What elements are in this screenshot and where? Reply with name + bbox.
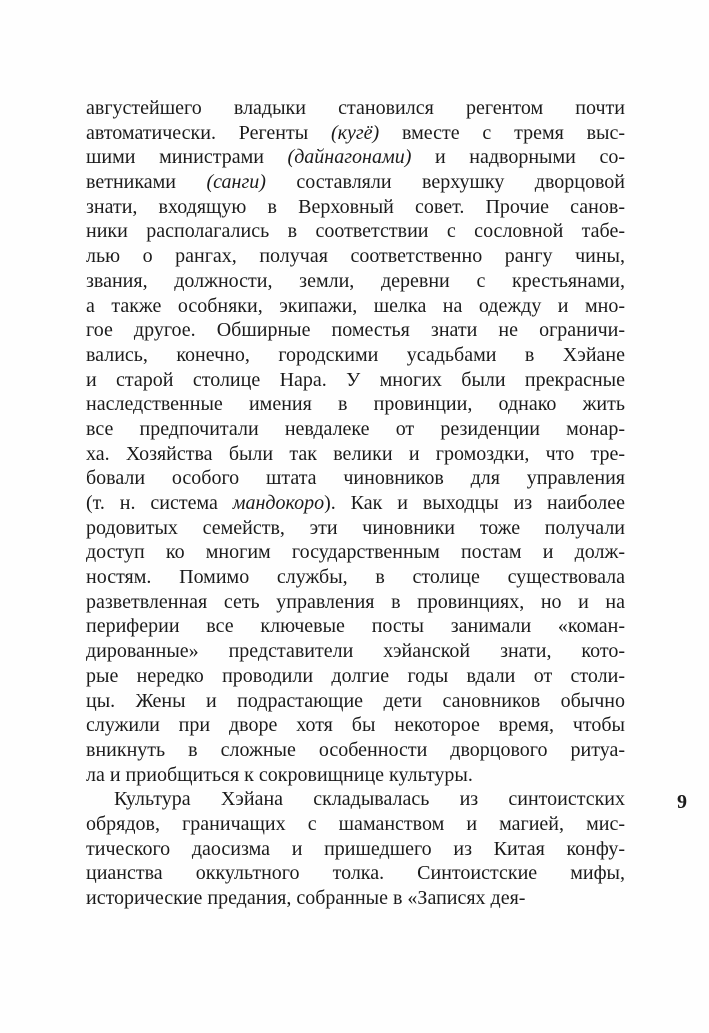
text-segment: цы. Жены и подрастающие дети сановников обычно [86,689,625,712]
text-segment: дированные» представители хэйанской знати, кото- [86,640,625,663]
text-line [86,269,625,294]
text-segment: доступ ко многим государственным постам и долж- [86,541,625,564]
text-segment: ха. Хозяйства были так велики и громоздки, что тре- [86,442,625,465]
text-line [86,368,625,393]
text-line [86,787,625,812]
text-line [86,195,625,220]
text-segment: рые нередко проводили долгие годы вдали от столи- [86,664,625,687]
text-line [86,466,625,491]
italic-term: (дайнагонами) [287,146,412,169]
text-line [86,442,625,467]
text-segment: автоматически. Регенты [86,121,331,144]
text-line [86,565,625,590]
text-line [86,145,625,170]
text-segment: августейшего владыки становился регентом почти [86,97,625,119]
text-segment: звания, должности, земли, деревни с крестьянами, [86,269,625,292]
text-segment: а также особняки, экипажи, шелка на одежду и мно- [86,294,625,317]
text-line [86,812,625,837]
italic-term: (кугё) [330,121,380,144]
text-segment: наследственные имения в провинции, однако жить [86,393,625,416]
text-segment: ветниками [86,171,207,194]
text-line [86,318,625,343]
paragraph [86,96,625,787]
text-line [86,639,625,664]
text-segment: тического даосизма и пришедшего из Китая конфу- [86,837,625,860]
text-segment: и старой столице Нара. У многих были прекрасные [86,368,625,391]
italic-term: (санги) [206,171,266,194]
text-line [86,244,625,269]
text-line [86,170,625,195]
text-segment: вались, конечно, городскими усадьбами в Хэйане [86,343,625,366]
text-line [86,837,625,862]
text-line [86,417,625,442]
text-segment: обрядов, граничащих с шаманством и магией, мис- [86,812,625,835]
text-segment: шими министрами [86,146,288,169]
text-segment: вместе с тремя выс- [379,121,625,144]
text-segment: периферии все ключевые посты занимали «коман- [86,615,625,638]
text-line [86,886,625,911]
text-segment: гое другое. Обширные поместья знати не ограничи- [86,319,625,342]
text-line [86,713,625,738]
paragraph [86,787,625,910]
text-segment: родовитых семейств, эти чиновники тоже получали [86,516,625,539]
text-line [86,96,625,121]
text-segment: и надворными со- [411,146,625,169]
text-segment: цианства оккультного толка. Синтоистские мифы, [86,862,625,885]
text-block [86,96,625,911]
text-line [86,664,625,689]
text-segment: разветвленная сеть управления в провинциях, но и на [86,590,625,613]
text-segment: лью о рангах, получая соответственно рангу чины, [86,245,625,268]
text-segment: служили при дворе хотя бы некоторое время, чтобы [86,714,625,737]
text-line [86,590,625,615]
text-segment: бовали особого штата чиновников для управления [86,467,625,490]
text-line [86,294,625,319]
page-number: 9 [677,791,687,813]
text-segment: исторические предания, собранные в «Записях дея- [86,887,526,909]
text-segment: ла и приобщиться к сокровищнице культуры. [86,763,473,786]
text-line [86,763,625,788]
text-line [86,861,625,886]
text-line [86,516,625,541]
text-line [86,343,625,368]
text-segment: Культура Хэйана складывалась из синтоистских [114,788,625,811]
text-line [86,689,625,714]
text-line [86,738,625,763]
text-line [86,392,625,417]
text-line [86,121,625,146]
text-line [86,614,625,639]
text-segment: ники располагались в соответствии с сословной табе- [86,220,625,243]
text-segment: ). Как и выходцы из наиболее [324,492,625,514]
text-segment: все предпочитали невдалеке от резиденции монар- [86,417,625,440]
text-segment: вникнуть в сложные особенности дворцового ритуа- [86,738,625,761]
text-line [86,219,625,244]
text-segment: знати, входящую в Верховный совет. Прочие санов- [86,195,625,218]
text-line [86,540,625,565]
text-segment: составляли верхушку дворцовой [265,171,625,194]
text-segment: (т. н. система [86,492,233,514]
text-line [86,491,625,516]
italic-term: мандокоро [232,492,325,514]
text-segment: ностям. Помимо службы, в столице существовала [86,566,625,589]
